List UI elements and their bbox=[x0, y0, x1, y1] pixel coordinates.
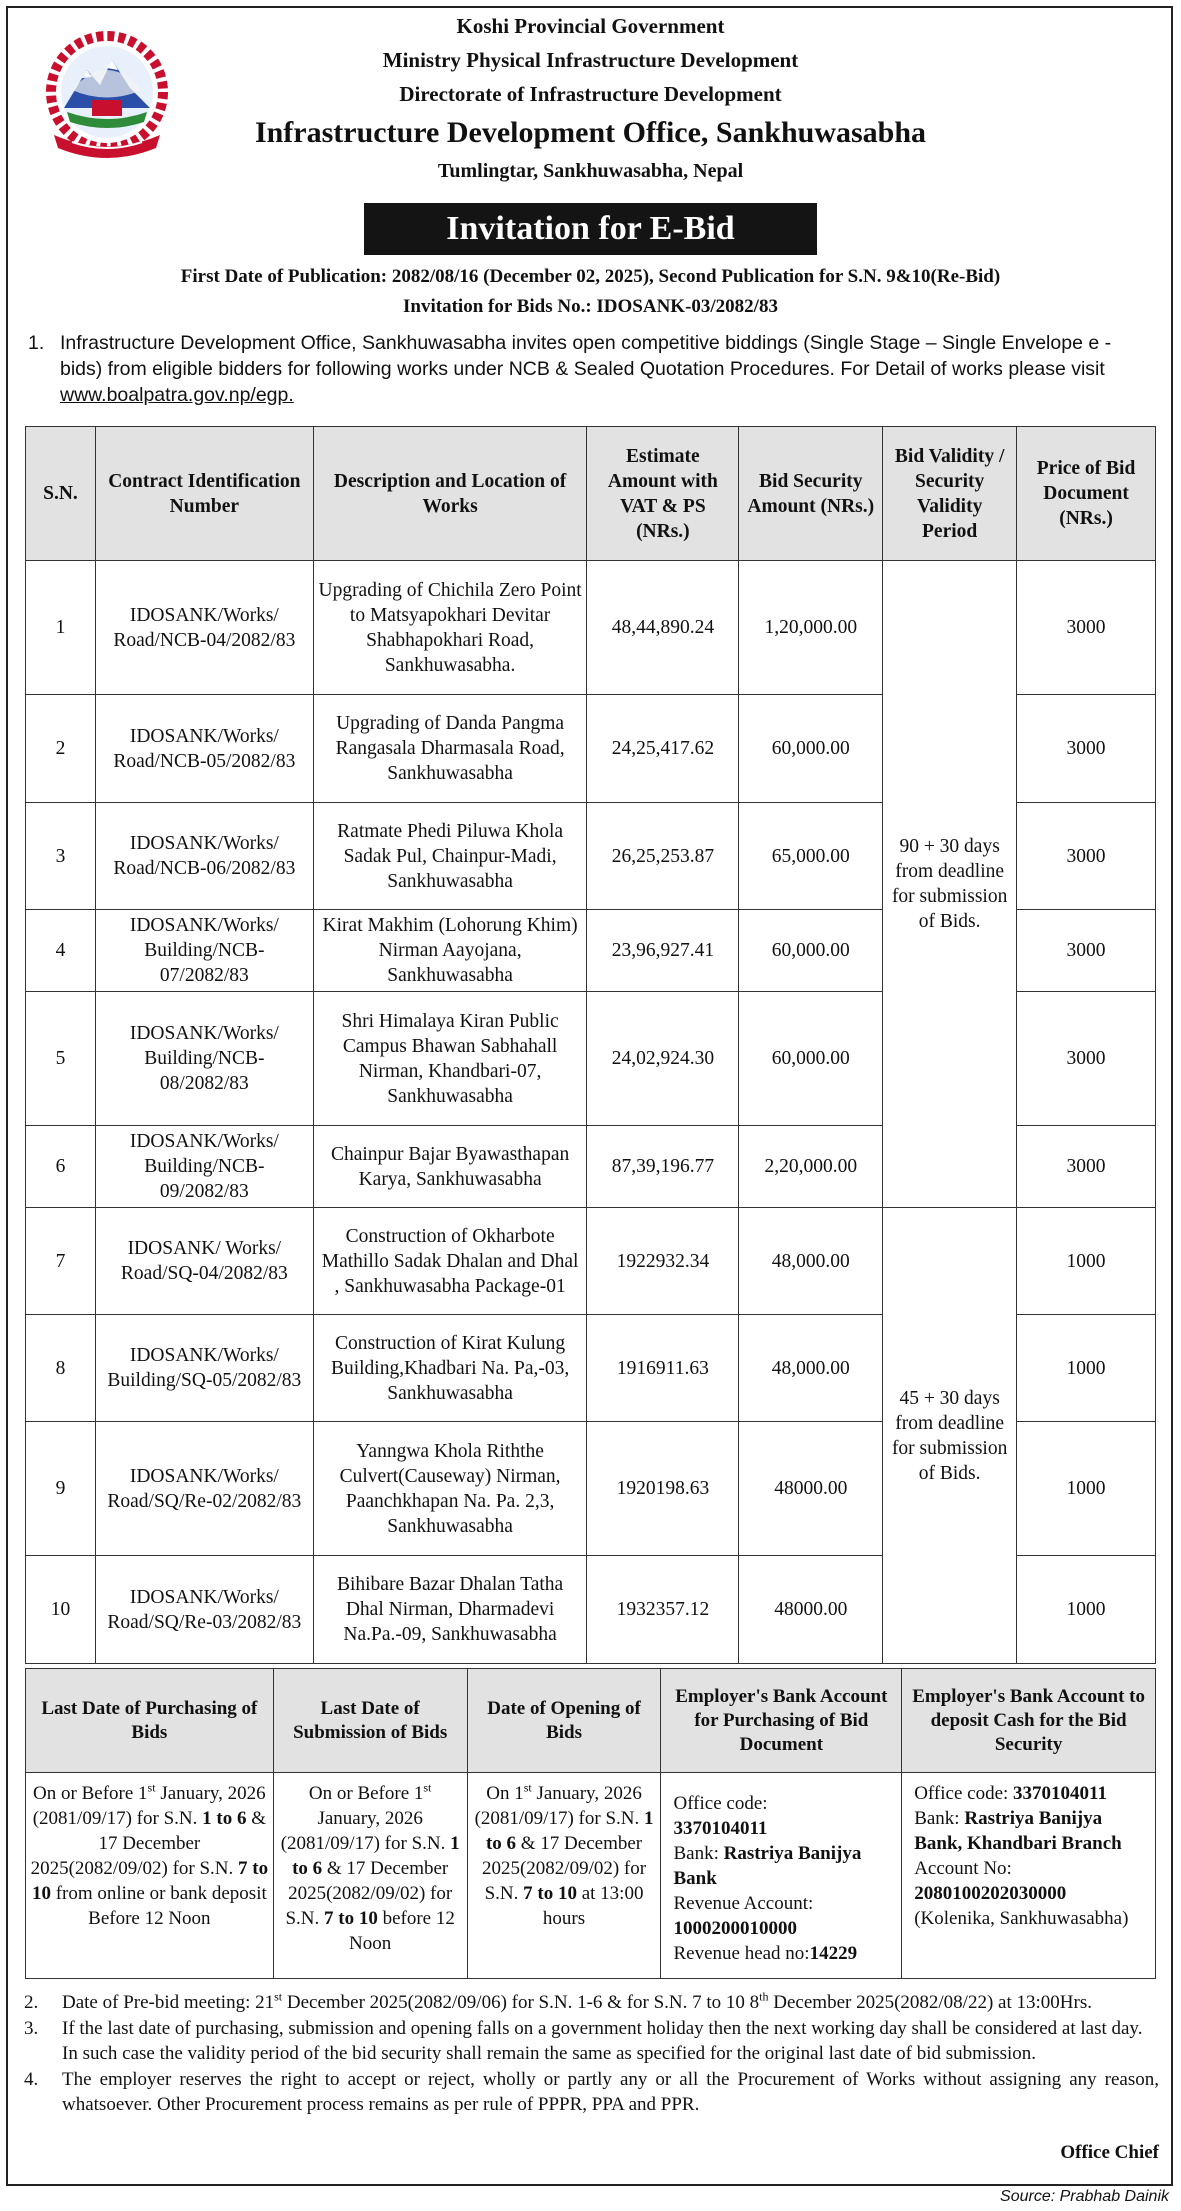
cell-opening-date: On 1st January, 2026 (2081/09/17) for S.N. 1 to 6 & 17 December 2025(2082/09/02) for S.N. 7 to 10 at 13:00 hours bbox=[467, 1773, 661, 1979]
cell-price: 3000 bbox=[1017, 992, 1156, 1126]
cell-bid-security: 48,000.00 bbox=[739, 1315, 883, 1422]
intro-paragraph bbox=[28, 330, 1158, 408]
cell-description: Bihibare Bazar Dhalan Tatha Dhal Nirman, Dharmadevi Na.Pa.-09, Sankhuwasabha bbox=[313, 1556, 587, 1664]
table-row bbox=[26, 1773, 1156, 1979]
cell-sn: 1 bbox=[26, 561, 96, 695]
cell-estimate: 23,96,927.41 bbox=[587, 910, 739, 992]
cell-bid-security: 2,20,000.00 bbox=[739, 1126, 883, 1208]
cell-bid-security: 48000.00 bbox=[739, 1556, 883, 1664]
cell-sn: 2 bbox=[26, 695, 96, 803]
cell-bid-security: 60,000.00 bbox=[739, 695, 883, 803]
signature-office-chief: Office Chief bbox=[1060, 2142, 1159, 2163]
table-row bbox=[26, 1208, 1156, 1315]
cell-description: Upgrading of Chichila Zero Point to Matsyapokhari Devitar Shabhapokhari Road, Sankhuwasabha. bbox=[313, 561, 587, 695]
cell-contract-id: IDOSANK/ Works/ Road/SQ-04/2082/83 bbox=[95, 1208, 313, 1315]
col-bid-security: Bid Security Amount (NRs.) bbox=[739, 427, 883, 561]
cell-contract-id: IDOSANK/Works/ Building/NCB-09/2082/83 bbox=[95, 1126, 313, 1208]
cell-contract-id: IDOSANK/Works/ Road/NCB-05/2082/83 bbox=[95, 695, 313, 803]
cell-description: Construction of Okharbote Mathillo Sadak Dhalan and Dhal , Sankhuwasabha Package-01 bbox=[313, 1208, 587, 1315]
cell-estimate: 48,44,890.24 bbox=[587, 561, 739, 695]
cell-description: Shri Himalaya Kiran Public Campus Bhawan Sabhahall Nirman, Khandbari-07, Sankhuwasabha bbox=[313, 992, 587, 1126]
cell-employer-security-account: Office code: 3370104011 Bank: Rastriya Banijya Bank, Khandbari Branch Account No: 2080100202030000 (Kolenika, Sankhuwasabha) bbox=[902, 1773, 1156, 1979]
cell-sn: 9 bbox=[26, 1422, 96, 1556]
cell-price: 3000 bbox=[1017, 695, 1156, 803]
cell-submission-date: On or Before 1st January, 2026 (2081/09/17) for S.N. 1 to 6 & 17 December 2025(2082/09/02) for S.N. 7 to 10 before 12 Noon bbox=[273, 1773, 467, 1979]
cell-estimate: 1922932.34 bbox=[587, 1208, 739, 1315]
cell-bid-security: 60,000.00 bbox=[739, 992, 883, 1126]
cell-price: 3000 bbox=[1017, 561, 1156, 695]
cell-employer-purchase-account: Office code: 3370104011 Bank: Rastriya Banijya Bank Revenue Account: 1000200010000 Revenue head no:14229 bbox=[661, 1773, 902, 1979]
col-validity: Bid Validity / Security Validity Period bbox=[883, 427, 1017, 561]
col-price: Price of Bid Document (NRs.) bbox=[1017, 427, 1156, 561]
cell-contract-id: IDOSANK/Works/ Building/SQ-05/2082/83 bbox=[95, 1315, 313, 1422]
col-sn: S.N. bbox=[26, 427, 96, 561]
cell-description: Construction of Kirat Kulung Building,Khadbari Na. Pa,-03, Sankhuwasabha bbox=[313, 1315, 587, 1422]
cell-sn: 10 bbox=[26, 1556, 96, 1664]
cell-estimate: 26,25,253.87 bbox=[587, 803, 739, 910]
cell-estimate: 24,02,924.30 bbox=[587, 992, 739, 1126]
cell-sn: 8 bbox=[26, 1315, 96, 1422]
cell-price: 1000 bbox=[1017, 1422, 1156, 1556]
cell-description: Kirat Makhim (Lohorung Khim) Nirman Aayojana, Sankhuwasabha bbox=[313, 910, 587, 992]
cell-sn: 4 bbox=[26, 910, 96, 992]
cell-sn: 5 bbox=[26, 992, 96, 1126]
cell-purchase-date: On or Before 1st January, 2026 (2081/09/17) for S.N. 1 to 6 & 17 December 2025(2082/09/02) for S.N. 7 to 10 from online or bank deposit Before 12 Noon bbox=[26, 1773, 274, 1979]
intro-number: 1. bbox=[28, 332, 45, 354]
intro-text: Infrastructure Development Office, Sankhuwasabha invites open competitive biddings (Single Stage – Single Envelope e - bids) from eligible bidders for following works under NCB & Sealed Quotation Procedures. For Detail of works please visit bbox=[60, 332, 1112, 380]
cell-description: Upgrading of Danda Pangma Rangasala Dharmasala Road, Sankhuwasabha bbox=[313, 695, 587, 803]
col-last-purchase: Last Date of Purchasing of Bids bbox=[26, 1669, 274, 1773]
egp-link[interactable]: www.boalpatra.gov.np/egp. bbox=[60, 384, 294, 406]
header-directorate: Directorate of Infrastructure Development bbox=[399, 82, 782, 106]
note-holiday: 3. If the last date of purchasing, submission and opening falls on a government holiday then the next working day shall be considered at last day. In such case the validity period of the bid security shall remain the same as specified for the original last date of bid submission. bbox=[24, 2017, 1143, 2064]
cell-price: 3000 bbox=[1017, 1126, 1156, 1208]
cell-price: 1000 bbox=[1017, 1315, 1156, 1422]
header-province: Koshi Provincial Government bbox=[456, 14, 725, 38]
cell-bid-security: 65,000.00 bbox=[739, 803, 883, 910]
cell-estimate: 87,39,196.77 bbox=[587, 1126, 739, 1208]
cell-estimate: 1932357.12 bbox=[587, 1556, 739, 1664]
header-address: Tumlingtar, Sankhuwasabha, Nepal bbox=[437, 160, 744, 182]
col-opening: Date of Opening of Bids bbox=[467, 1669, 661, 1773]
source-credit: Source: Prabhab Dainik bbox=[1000, 2188, 1169, 2205]
cell-price: 3000 bbox=[1017, 803, 1156, 910]
col-estimate: Estimate Amount with VAT & PS (NRs.) bbox=[587, 427, 739, 561]
note-rights: 4. The employer reserves the right to accept or reject, wholly or partly any or all the Procurement of Works without assigning any reason, whatsoever. Other Procurement process remains as per rule of PPPR, PPA and PPR. bbox=[24, 2068, 1159, 2115]
cell-contract-id: IDOSANK/Works/ Building/NCB-07/2082/83 bbox=[95, 910, 313, 992]
cell-price: 1000 bbox=[1017, 1556, 1156, 1664]
cell-description: Yanngwa Khola Riththe Culvert(Causeway) Nirman, Paanchkhapan Na. Pa. 2,3, Sankhuwasabha bbox=[313, 1422, 587, 1556]
cell-estimate: 24,25,417.62 bbox=[587, 695, 739, 803]
table-row bbox=[26, 561, 1156, 695]
page-title-banner: Invitation for E-Bid bbox=[364, 203, 817, 255]
note-prebid: 2. Date of Pre-bid meeting: 21st December 2025(2082/09/06) for S.N. 1-6 & for S.N. 7 to 10 8th December 2025(2082/08/22) at 13:00Hrs. bbox=[24, 1989, 1092, 2013]
cell-contract-id: IDOSANK/Works/ Road/NCB-06/2082/83 bbox=[95, 803, 313, 910]
cell-description: Ratmate Phedi Piluwa Khola Sadak Pul, Chainpur-Madi, Sankhuwasabha bbox=[313, 803, 587, 910]
header-office: Infrastructure Development Office, Sankhuwasabha bbox=[254, 116, 927, 149]
cell-sn: 7 bbox=[26, 1208, 96, 1315]
cell-contract-id: IDOSANK/Works/ Road/SQ/Re-02/2082/83 bbox=[95, 1422, 313, 1556]
cell-contract-id: IDOSANK/Works/ Building/NCB-08/2082/83 bbox=[95, 992, 313, 1126]
cell-estimate: 1920198.63 bbox=[587, 1422, 739, 1556]
cell-bid-security: 48000.00 bbox=[739, 1422, 883, 1556]
col-last-submission: Last Date of Submission of Bids bbox=[273, 1669, 467, 1773]
cell-validity-group-2: 45 + 30 days from deadline for submission of Bids. bbox=[883, 1208, 1017, 1664]
notes-list bbox=[24, 1990, 1159, 2118]
cell-sn: 6 bbox=[26, 1126, 96, 1208]
dates-table bbox=[25, 1668, 1156, 1979]
col-employer-purchase-account: Employer's Bank Account for Purchasing of Bid Document bbox=[661, 1669, 902, 1773]
cell-validity-group-1: 90 + 30 days from deadline for submission of Bids. bbox=[883, 561, 1017, 1208]
cell-price: 3000 bbox=[1017, 910, 1156, 992]
col-description: Description and Location of Works bbox=[313, 427, 587, 561]
invitation-number: Invitation for Bids No.: IDOSANK-03/2082/83 bbox=[403, 296, 778, 317]
publication-date: First Date of Publication: 2082/08/16 (December 02, 2025), Second Publication for S.N. 9&10(Re-Bid) bbox=[180, 266, 1001, 287]
col-contract-id: Contract Identification Number bbox=[95, 427, 313, 561]
cell-bid-security: 1,20,000.00 bbox=[739, 561, 883, 695]
cell-estimate: 1916911.63 bbox=[587, 1315, 739, 1422]
cell-contract-id: IDOSANK/Works/ Road/NCB-04/2082/83 bbox=[95, 561, 313, 695]
header-ministry: Ministry Physical Infrastructure Development bbox=[382, 48, 799, 72]
col-employer-security-account: Employer's Bank Account to deposit Cash for the Bid Security bbox=[902, 1669, 1156, 1773]
cell-sn: 3 bbox=[26, 803, 96, 910]
cell-description: Chainpur Bajar Byawasthapan Karya, Sankhuwasabha bbox=[313, 1126, 587, 1208]
cell-bid-security: 48,000.00 bbox=[739, 1208, 883, 1315]
cell-contract-id: IDOSANK/Works/ Road/SQ/Re-03/2082/83 bbox=[95, 1556, 313, 1664]
cell-price: 1000 bbox=[1017, 1208, 1156, 1315]
cell-bid-security: 60,000.00 bbox=[739, 910, 883, 992]
works-table bbox=[25, 426, 1156, 1664]
